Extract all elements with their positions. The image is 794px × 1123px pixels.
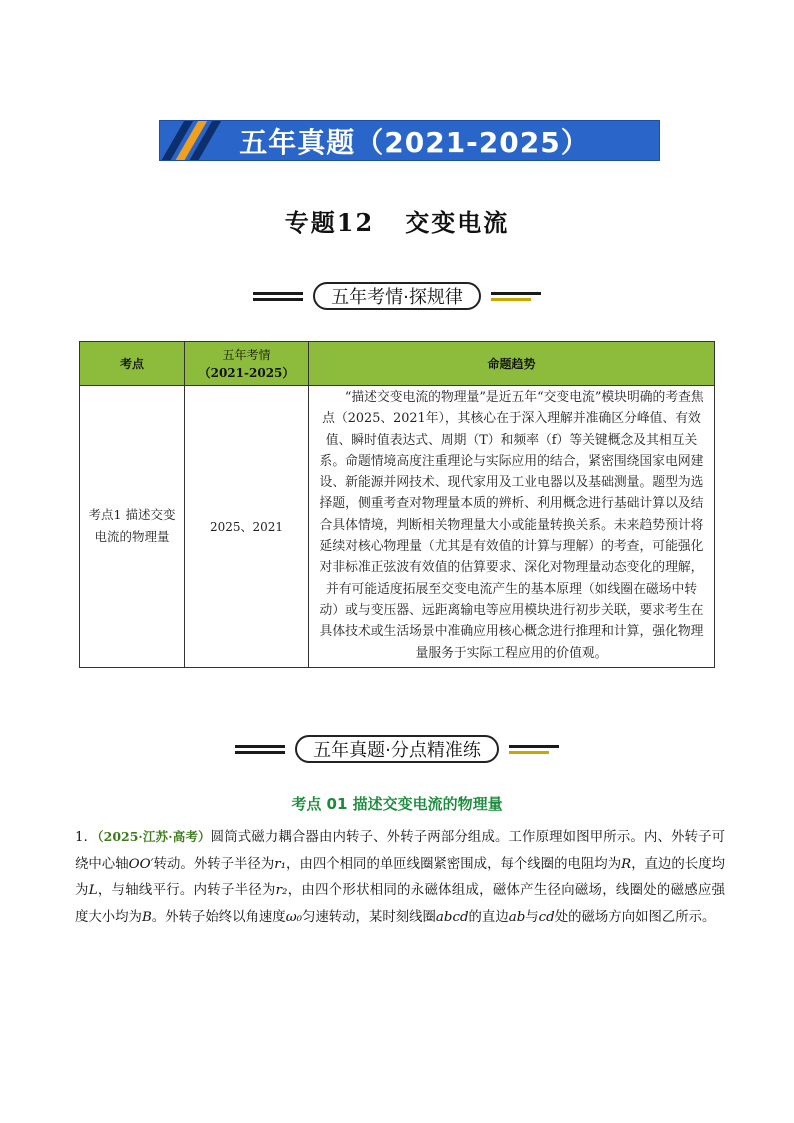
cell-years: 2025、2021 [185, 386, 309, 668]
section-header-practice [0, 735, 794, 763]
section-bars-decoration [235, 745, 285, 754]
banner-title: 五年真题（2021-2025） [239, 125, 590, 159]
section-bars-decoration [509, 745, 559, 754]
section-header-trends [0, 282, 794, 310]
question-1 [75, 824, 725, 931]
table-row [80, 386, 715, 668]
question-text: 。外转子始终以角速度 [151, 909, 286, 925]
question-source: （2025·江苏·高考） [97, 829, 211, 844]
table-header-row [80, 342, 715, 386]
question-text: ，由四个形状相同的永磁体组成，磁体产生径向磁场，线圈处的磁感应强度大小均为 [75, 883, 726, 925]
math-symbol: ab [508, 909, 526, 925]
math-symbol: abcd [435, 909, 469, 925]
math-symbol: r₁ [274, 856, 287, 872]
question-text: 与 [525, 909, 539, 925]
question-text: ，与轴线平行。内转子半径为 [97, 883, 276, 898]
question-number: 1． [75, 830, 98, 845]
question-text: 的直边 [468, 909, 509, 925]
math-symbol: B [141, 909, 152, 925]
math-symbol: R [621, 856, 632, 872]
section-bars-decoration [253, 292, 303, 301]
kaodian-heading: 考点 01 描述交变电流的物理量 [291, 795, 503, 813]
header-years [185, 342, 309, 386]
question-text: 圆筒式磁力耦合器由内转子、外转子两部分组成。工作原理如图甲所示。内、外转子可绕中心轴 [75, 830, 725, 872]
section-title: 五年考情·探规律 [313, 282, 481, 310]
cell-trend: “描述交变电流的物理量”是近五年“交变电流”模块明确的考查焦点（2025、2021年），其核心在于深入理解并准确区分峰值、有效值、瞬时值表达式、周期（T）和频率（f）等关键概念及其相互关系。命题情境高度注重理论与实际应用的结合，紧密围绕国家电网建设、新能源并网技术、现代家用及工业电器以及基础测量。题型为选择题，侧重考查对物理量本质的辨析、利用概念进行基础计算以及结合具体情境，判断相关物理量大小或能量转换关系。未来趋势预计将延续对核心物理量（尤其是有效值的计算与理解）的考查，可能强化对非标准正弦波有效值的估算要求、深化对物理量动态变化的理解，并有可能适度拓展至交变电流产生的基本原理（如线圈在磁场中转动）或与变压器、远距离输电等应用模块进行初步关联，要求考生在具体技术或生活场景中准确应用核心概念进行推理和计算，强化物理量服务于实际工程应用的价值观。 [309, 386, 715, 668]
math-symbol: L [88, 883, 98, 898]
math-symbol: r₂ [275, 883, 288, 898]
header-years-line2: （2021-2025） [198, 365, 295, 380]
header-trend: 命题趋势 [309, 342, 715, 386]
topic-heading: 专题12 交变电流 [284, 208, 510, 237]
question-text: 匀速转动，某时刻线圈 [302, 909, 436, 925]
math-symbol: OO′ [128, 856, 154, 872]
section-bars-decoration [491, 292, 541, 301]
question-text: ，由四个相同的单匝线圈紧密围成，每个线圈的电阻均为 [286, 856, 622, 872]
header-years-line1: 五年考情 [222, 347, 271, 362]
exam-trend-table [79, 341, 715, 668]
question-text: ，直边的长度均为 [75, 856, 726, 898]
header-point: 考点 [80, 342, 185, 386]
cell-point: 考点1 描述交变电流的物理量 [80, 386, 185, 668]
math-symbol: ω₀ [285, 909, 302, 925]
math-symbol: cd [538, 909, 555, 925]
question-text: 转动。外转子半径为 [153, 856, 275, 872]
title-banner [159, 120, 660, 161]
question-text: 处的磁场方向如图乙所示。 [554, 909, 716, 925]
section-title: 五年真题·分点精准练 [295, 735, 499, 763]
